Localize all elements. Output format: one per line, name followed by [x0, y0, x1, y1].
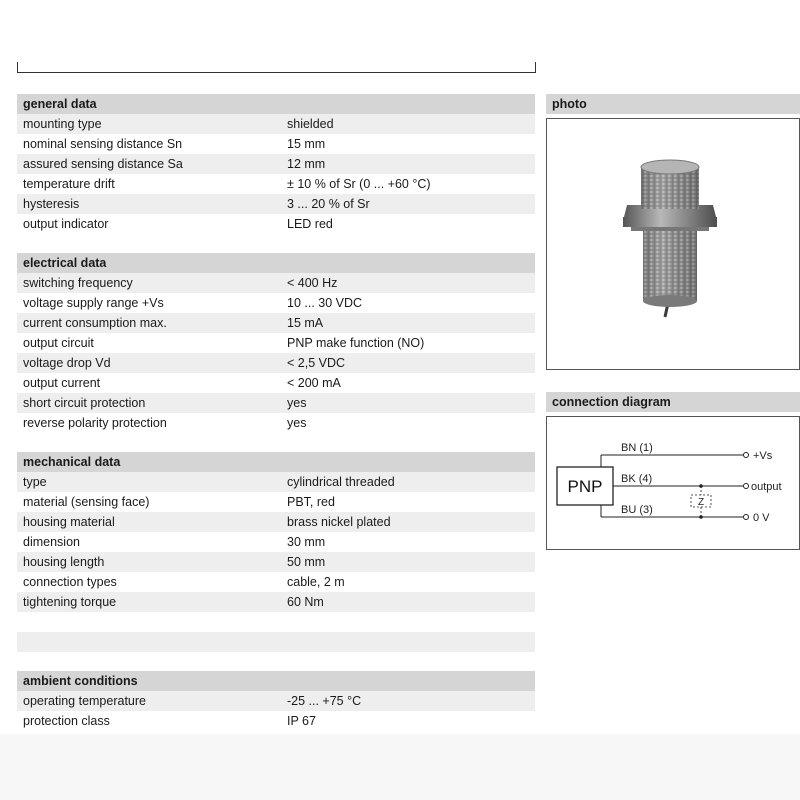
row-value: yes: [287, 396, 307, 410]
table-row: [17, 512, 535, 532]
row-value: 15 mm: [287, 137, 326, 151]
section-electrical-data: [17, 253, 535, 433]
row-value: cylindrical threaded: [287, 475, 395, 489]
row-value: 12 mm: [287, 157, 326, 171]
row-label: housing length: [23, 555, 105, 569]
photo-frame: [546, 118, 800, 370]
section-header: mechanical data: [17, 452, 535, 472]
row-label: dimension: [23, 535, 80, 549]
row-value: 50 mm: [287, 555, 326, 569]
row-value: < 200 mA: [287, 376, 341, 390]
row-value: 30 mm: [287, 535, 326, 549]
row-label: connection types: [23, 575, 117, 589]
table-row: [17, 134, 535, 154]
row-value: yes: [287, 416, 307, 430]
table-row: [17, 472, 535, 492]
row-value: 15 mA: [287, 316, 324, 330]
row-label: type: [23, 475, 47, 489]
table-row: [17, 711, 535, 731]
table-row: [17, 413, 535, 433]
table-row: [17, 333, 535, 353]
table-row: [17, 393, 535, 413]
row-value: 10 ... 30 VDC: [287, 296, 363, 310]
row-label: operating temperature: [23, 694, 146, 708]
row-label: output current: [23, 376, 101, 390]
row-value: cable, 2 m: [287, 575, 345, 589]
sensor-photo: [547, 119, 799, 369]
section-header: electrical data: [17, 253, 535, 273]
row-label: protection class: [23, 714, 110, 728]
row-label: assured sensing distance Sa: [23, 157, 183, 171]
section-ambient-conditions: [17, 671, 535, 731]
table-row: [17, 273, 535, 293]
wire-bk-label: BK (4): [621, 473, 653, 485]
row-value: ± 10 % of Sr (0 ... +60 °C): [287, 177, 431, 191]
section-header: ambient conditions: [17, 671, 535, 691]
row-label: tightening torque: [23, 595, 117, 609]
table-row: [17, 373, 535, 393]
wiring-diagram: [547, 417, 799, 549]
table-row: [17, 114, 535, 134]
row-label: current consumption max.: [23, 316, 167, 330]
row-value: -25 ... +75 °C: [287, 694, 362, 708]
row-value: 60 Nm: [287, 595, 324, 609]
section-mechanical-data: [17, 452, 535, 652]
row-value: LED red: [287, 217, 333, 231]
section-header: general data: [17, 94, 535, 114]
row-label: output indicator: [23, 217, 109, 231]
row-value: PNP make function (NO): [287, 336, 425, 350]
table-row: [17, 532, 535, 552]
row-label: short circuit protection: [23, 396, 146, 410]
table-row: [17, 293, 535, 313]
table-row: [17, 194, 535, 214]
sensing-face: [641, 160, 699, 174]
row-label: nominal sensing distance Sn: [23, 137, 183, 151]
load-label: Z: [697, 497, 705, 508]
table-row: [17, 174, 535, 194]
row-label: material (sensing face): [23, 495, 150, 509]
pnp-label: PNP: [567, 477, 603, 496]
table-row: [17, 313, 535, 333]
row-label: voltage drop Vd: [23, 356, 111, 370]
table-row: [17, 353, 535, 373]
row-label: temperature drift: [23, 177, 115, 191]
row-label: switching frequency: [23, 276, 133, 290]
section-general-data: [17, 94, 535, 234]
empty-row: [17, 632, 535, 652]
connection-panel: [546, 392, 800, 550]
row-label: hysteresis: [23, 197, 80, 211]
terminal-vs-label: +Vs: [753, 450, 773, 462]
row-value: PBT, red: [287, 495, 335, 509]
table-row: [17, 492, 535, 512]
row-value: < 2,5 VDC: [287, 356, 346, 370]
datasheet-tables: [17, 94, 535, 750]
table-row: [17, 592, 535, 612]
row-label: reverse polarity protection: [23, 416, 167, 430]
table-row: [17, 552, 535, 572]
connection-diagram: [546, 416, 800, 550]
row-label: mounting type: [23, 117, 102, 131]
table-row: [17, 691, 535, 711]
row-value: brass nickel plated: [287, 515, 391, 529]
photo-header: photo: [546, 94, 800, 114]
row-value: IP 67: [287, 714, 316, 728]
terminal-0v-label: 0 V: [753, 512, 770, 524]
table-row: [17, 572, 535, 592]
top-bracket-line: [17, 62, 536, 73]
row-value: shielded: [287, 117, 334, 131]
connection-header: connection diagram: [546, 392, 800, 412]
wire-bn-label: BN (1): [621, 442, 653, 454]
table-row: [17, 214, 535, 234]
wire-bu-label: BU (3): [621, 504, 653, 516]
row-label: voltage supply range +Vs: [23, 296, 164, 310]
row-value: < 400 Hz: [287, 276, 338, 290]
row-value: 3 ... 20 % of Sr: [287, 197, 370, 211]
terminal-output-label: output: [751, 481, 782, 493]
table-row: [17, 154, 535, 174]
spacer-row: [17, 612, 535, 632]
photo-panel: [546, 94, 800, 370]
row-label: output circuit: [23, 336, 94, 350]
row-label: housing material: [23, 515, 115, 529]
